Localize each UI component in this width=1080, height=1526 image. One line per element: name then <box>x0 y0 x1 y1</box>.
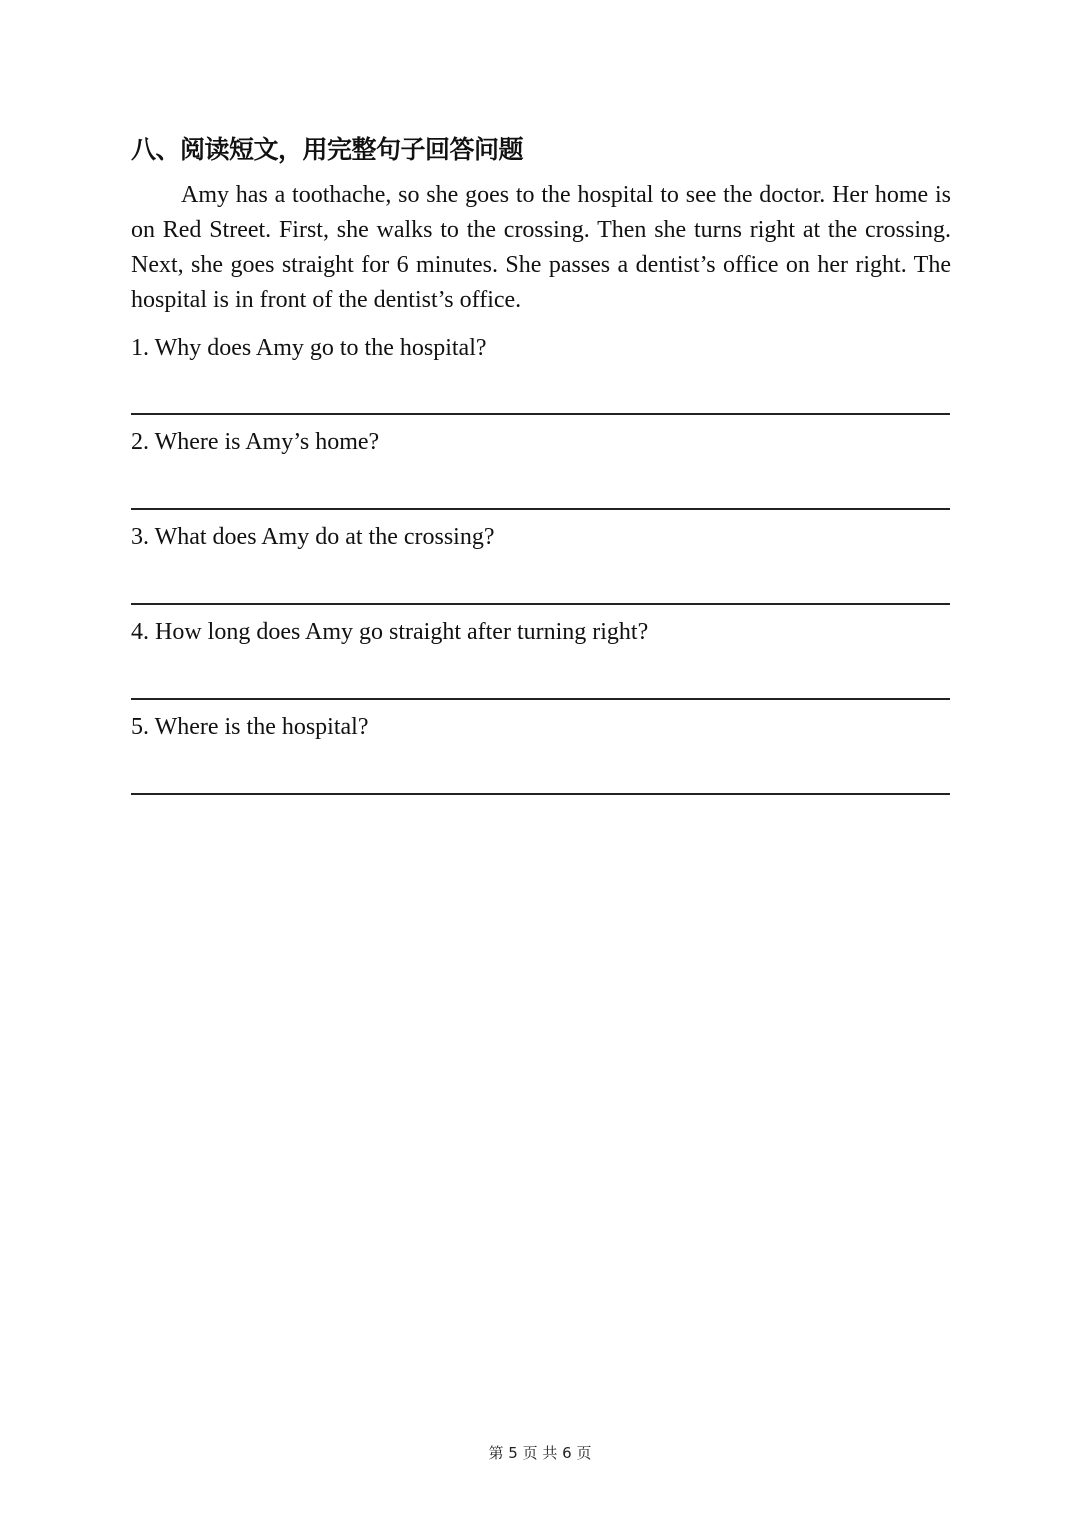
section-heading: 八、阅读短文，用完整句子回答问题 <box>131 135 524 164</box>
answer-line-3[interactable] <box>131 603 950 605</box>
question-4: 4. How long does Amy go straight after turning right? <box>131 619 649 645</box>
answer-line-1[interactable] <box>131 413 950 415</box>
question-2: 2. Where is Amy’s home? <box>131 429 380 455</box>
question-3: 3. What does Amy do at the crossing? <box>131 524 495 550</box>
page-number: 第 5 页 共 6 页 <box>488 1444 592 1462</box>
question-1: 1. Why does Amy go to the hospital? <box>131 335 487 361</box>
answer-line-4[interactable] <box>131 698 950 700</box>
passage-text: Amy has a toothache, so she goes to the hospital to see the doctor. Her home is on Red Street. First, she walks to the crossing. Then she turns right at the crossing. Next, she goes straight for 6 minutes. She passes a dentist’s office on her right. The hospital is in front of the dentist’s office. <box>131 182 951 313</box>
reading-passage <box>131 178 951 318</box>
answer-line-5[interactable] <box>131 793 950 795</box>
answer-line-2[interactable] <box>131 508 950 510</box>
question-5: 5. Where is the hospital? <box>131 714 369 740</box>
